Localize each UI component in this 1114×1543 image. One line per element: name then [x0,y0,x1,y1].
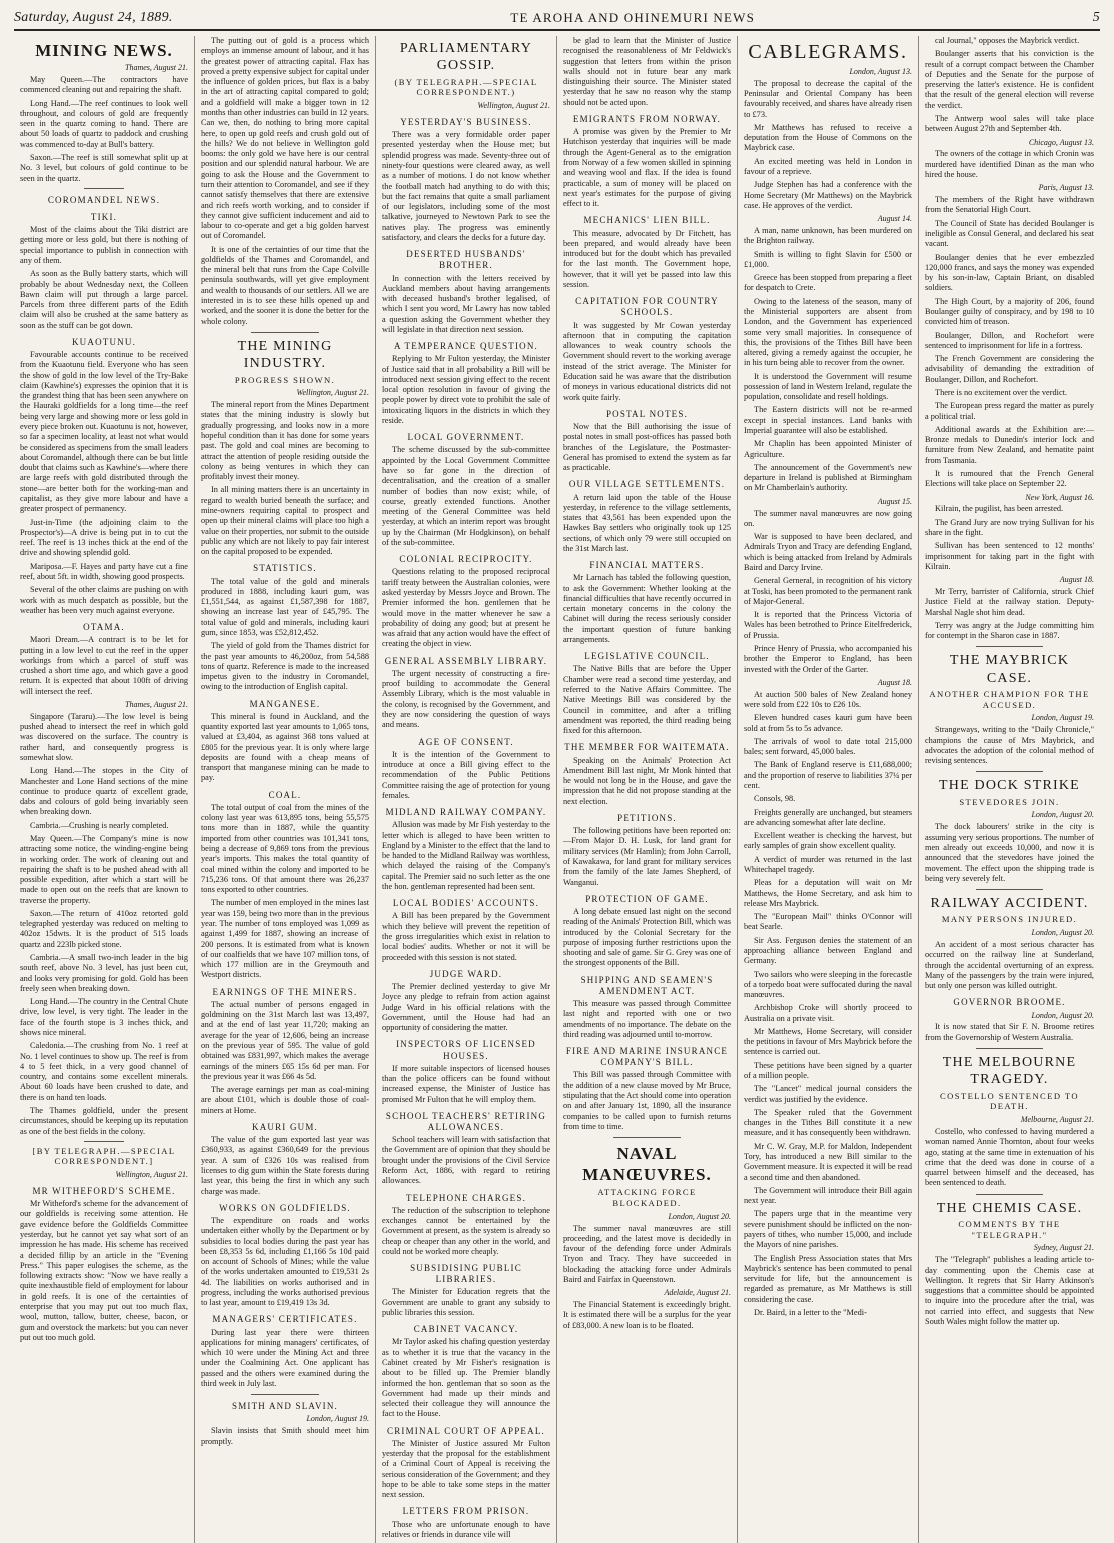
section-heading: CABINET VACANCY. [413,1324,519,1335]
paragraph: Questions relating to the proposed reciprocal tariff treaty between the Australian colonies, were asked yesterday by Messrs Joyce and Brown. The Premier informed the hon. gentlemen that he would move in the matter whenever he saw a probability of doing any good; but at present he was afraid that any action would have the effect of creating the object in view. [382,567,550,649]
section-heading: AGE OF CONSENT. [418,736,514,747]
divider [613,1137,680,1138]
column-1 [14,36,195,1543]
paragraph: Now that the Bill authorising the issue of postal notes in small post-offices has passed both branches of the Legislature, the Postmaster-General has promised to extend the system as far as practicable. [563,421,731,473]
paragraph: The Speaker ruled that the Government changes in the Tithes Bill constitute it a new measure, and it has consequently been withdrawn. [744,1107,912,1138]
paragraph: The dock labourers' strike in the city is assuming very serious proportions. The number of men already out exceeds 10,000, and now it is announced that the stevedores have joined the movement. The effect upon the shipping trade is being very severely felt. [925,822,1094,883]
byline: (BY TELEGRAPH.—SPECIAL CORRESPONDENT.) [394,76,538,98]
section-heading: SMITH AND SLAVIN. [232,1401,338,1412]
section-subtitle: MANY PERSONS INJURED. [941,914,1078,925]
section-heading: THE MEMBER FOR WAITEMATA. [564,742,730,753]
masthead [14,4,1100,30]
paragraph: An excited meeting was held in London in favour of a reprieve. [744,156,912,176]
paragraph: The reduction of the subscription to telephone exchanges cannot be entertained by the Government at present, as the system is already so cheap or cheaper than any other in the world, and could not be worked more cheaply. [382,1205,550,1256]
paragraph: Long Hand.—The stopes in the City of Manchester and Lone Hand sections of the mine continue to produce quartz of excellent grade, dabs and colours of gold being invariably seen when breaking down. [20,766,188,817]
paragraph: Strangeways, writing to the "Daily Chronicle," champions the cause of Mrs Maybrick, and advocates the adoption of the colonial method of revising sentences. [925,725,1094,766]
paragraph: Pleas for a deputation will wait on Mr Matthews, the Home Secretary, and ask him to release Mrs Maybrick. [744,878,912,908]
masthead-rule [14,30,1100,31]
paragraph: Eleven hundred cases kauri gum have been sold at from 5s to 5s advance. [744,713,912,733]
divider [251,332,318,333]
dateline: London, August 20. [1031,928,1094,938]
paragraph: The total output of coal from the mines of the colony last year was 613,895 tons, being 55,575 tons more than in 1887, while the quantity imported from other countries was 101,341 tons, being a decrease of 9,869 tons from the previous year's imports. This makes the total quantity of coal mined within the colony and imported to be 715,236 tons. Of that amount there was 26,237 tons exported to other countries. [201,802,369,895]
byline: [BY TELEGRAPH.—SPECIAL CORRESPONDENT.] [32,1145,176,1167]
section-heading: COLONIAL RECIPROCITY. [399,554,533,565]
section-heading: WORKS ON GOLDFIELDS. [219,1202,351,1213]
section-heading: GOVERNOR BROOME. [953,997,1066,1008]
paragraph: The summer naval manœuvres are now going on. [744,508,912,528]
paragraph: The "European Mail" thinks O'Connor will beat Searle. [744,912,912,932]
paragraph: This measure was passed through Committee last night and reported with one or two amendments of no importance. The debate on the third reading was adjourned until to-morrow. [563,999,731,1039]
section-heading: A TEMPERANCE QUESTION. [394,341,538,352]
divider [976,1048,1044,1049]
paragraph: Boulanger asserts that his conviction is the result of a corrupt compact between the Chamber of Deputies and the Senate for the purpose of preserving the latter's existence. He is confident that the result of the general election will reverse the verdict. [925,49,1094,110]
dateline: Wellington, August 21. [477,101,550,111]
divider [976,1194,1044,1195]
paragraph: The Antwerp wool sales will take place between August 27th and September 4th. [925,113,1094,134]
paragraph: The English Press Association states that Mrs Maybrick's sentence has been commuted to penal servitude for life, but the announcement is regarded as premature, as Mr Matthews is still considering the case. [744,1253,912,1304]
paragraph: The French Government are considering the advisability of demanding the extradition of Boulanger, Dillon, and Rochefort. [925,354,1094,384]
column-3 [376,36,557,1543]
paragraph: The total value of the gold and minerals produced in 1888, including kauri gum, was £1,551,544, as against £1,587,398 for 1887, showing an increase last year of £45,795. The total value of gold and minerals, including kauri gum, since 1853, was £52,812,452. [201,576,369,637]
paragraph: During last year there were thirteen applications for mining managers' certificates, of which 10 were under the Mining Act and three under the Coalmining Act. One applicant has passed and the others were examined during the third week in July last. [201,1327,369,1389]
section-heading: MIDLAND RAILWAY COMPANY. [385,807,547,818]
paragraph: The Thames goldfield, under the present circumstances, should be keeping up its reputation as one of the best fields in the colony. [20,1105,188,1136]
section-title: THE MINING INDUSTRY. [237,338,333,372]
paragraph: A Bill has been prepared by the Government which they believe will prevent the repetition of the gross irregularities which exist in relation to local bodies' audits. Whether or not it will be proceeded with this session is not stated. [382,911,550,962]
dateline: Adelaide, August 21. [664,1288,731,1298]
divider [84,1141,124,1142]
dateline: August 18. [877,677,912,687]
section-heading: JUDGE WARD. [429,968,503,979]
section-title: RAILWAY ACCIDENT. [930,896,1089,912]
paragraph: The Minister for Education regrets that the Government are unable to grant any subsidy to public libraries this session. [382,1287,550,1317]
section-heading: TIKI. [90,211,118,222]
paragraph: The arrivals of wool to date total 215,000 bales; sent forward, 45,000 bales. [744,736,912,757]
paragraph: Excellent weather is checking the harvest, but early samples of grain show excellent quality. [744,831,912,851]
section-heading: STATISTICS. [253,563,317,574]
paragraph: Sir Ass. Ferguson denies the statement of an approaching alliance between England and Germany. [744,935,912,966]
section-heading: EARNINGS OF THE MINERS. [212,986,358,997]
dateline: August 18. [1059,575,1094,585]
paragraph: The European press regard the matter as purely a political trial. [925,401,1094,421]
paragraph: Long Hand.—The reef continues to look well throughout, and colours of gold are frequently seen in the quartz coming to hand. There are about 50 loads of quartz to paddock and crushing was commenced to-day at Bull's battery. [20,98,188,149]
paragraph: Most of the claims about the Tiki district are getting more or less gold, but there is nothing of special importance to publish in connection with any of them. [20,225,188,265]
paragraph: May Queen.—The contractors have commenced cleaning out and repairing the shaft. [20,74,188,95]
paragraph: The Premier declined yesterday to give Mr Joyce any pledge to refrain from action against Judge Ward in his official relations with the Government, until the House had had an opportunity of considering the matter. [382,981,550,1033]
paragraph: Greece has been stopped from preparing a fleet for despatch to Crete. [744,273,912,293]
paragraph: Mr Taylor asked his chafing question yesterday as to whether it is true that the vacancy in the Cabinet created by Mr Fisher's resignation is about to be filled up. The Premier blandly informed the hon. gentleman that so soon as the Government had made up their minds and selected their colleague they will announce the fact to the House. [382,1337,550,1419]
section-title: THE CHEMIS CASE. [936,1200,1083,1216]
paragraph: There is no excitement over the verdict. [935,387,1068,397]
dateline: London, August 20. [668,1211,731,1221]
section-subtitle: ANOTHER CHAMPION FOR THE ACCUSED. [929,689,1090,710]
paragraph: It is reported that the Princess Victoria of Wales has been betrothed to Prince Eitelfrederick, of Prussia. [744,610,912,640]
paragraph: Singapore (Tararu).—The low level is being pushed ahead to intersect the reef in which gold was discovered on the surface. The country is rather hard, and consequently progress is somewhat slow. [20,711,188,762]
paragraph: A return laid upon the table of the House yesterday, in reference to the village settlements, states that 43,561 has been expended upon the Hawkes Bay settlers who originally took up 125 sections, of which only 79 were still occupied on the 31st March last. [563,492,731,553]
paragraph: Caledonia.—The crushing from No. 1 reef at No. 1 level continues to show up. The reef is from 4 to 5 feet thick, in a very good channel of country, and contains some excellent minerals. About 60 loads have been crushed to date, and there is on hand ten loads. [20,1041,188,1102]
paragraph: The "Lancet" medical journal considers the verdict was justified by the evidence. [744,1084,912,1104]
divider [976,771,1044,772]
paragraph: The value of the gum exported last year was £360,933, as against £360,649 for the previous year. A sum of £326 10s was realised from licenses to dig gum within the State forests during last year, this being the first in which any such charge was made. [201,1135,369,1196]
paragraph: Mr Chaplin has been appointed Minister of Agriculture. [744,439,912,459]
paragraph: An accident of a most serious character has occurred on the railway line at Sunderland, through the accidental overturning of an express. Many of the passengers by the train were injured, but only one person was killed outright. [925,940,1094,991]
dateline: Thames, August 21. [125,63,188,73]
paragraph: Mariposa.—F. Hayes and party have cut a fine reef, about 5ft. in width, showing good prospects. [20,561,188,581]
section-heading: LEGISLATIVE COUNCIL. [584,651,710,662]
paragraph: General Gerneral, in recognition of his victory at Toski, has been promoted to the permanent rank of Major-General. [744,576,912,606]
section-heading: OUR VILLAGE SETTLEMENTS. [568,479,726,490]
paper-name: TE AROHA AND OHINEMURI NEWS [510,10,756,25]
section-heading: LETTERS FROM PRISON. [402,1506,530,1517]
paragraph: Archbishop Croke will shortly proceed to Australia on a private visit. [744,1003,912,1023]
section-heading: FINANCIAL MATTERS. [589,560,705,571]
paragraph: Mr Matthews, Home Secretary, will consider the petitions in favour of Mrs Maybrick before the sentence is carried out. [744,1026,912,1057]
dateline: Chicago, August 13. [1028,137,1094,147]
divider [976,646,1044,647]
dateline: London, August 13. [849,66,912,76]
section-heading: INSPECTORS OF LICENSED HOUSES. [396,1039,536,1061]
paragraph: Several of the other claims are pushing on with work with as much despatch as possible, but the weather has been very much against everyone. [20,585,188,615]
paragraph: Maori Dream.—A contract is to be let for putting in a low level to cut the reef in the upper workings from which a parcel of stuff was crushed a short time ago, and which gave a good return. It is expected that about 100ft of driving will intersect the reef. [20,635,188,696]
paragraph: The proposal to decrease the capital of the Peninsular and Oriental Company has been favourably received, and shares have already risen to £73. [744,78,912,119]
paragraph: The members of the Right have withdrawn from the Senatorial High Court. [925,195,1094,215]
section-subtitle: COMMENTS BY THE "TELEGRAPH." [958,1219,1061,1240]
paragraph: Saxon.—The reef is still somewhat split up at No. 3 level, but colours of gold continue to be seen in the quartz. [20,152,188,183]
dateline: London, August 19. [306,1414,369,1424]
paragraph: Freights generally are unchanged, but steamers are advancing somewhat after late decline. [744,807,912,827]
dateline: Melbourne, August 21. [1020,1115,1094,1125]
paragraph: Boulanger denies that he ever embezzled 120,000 francs, and says the money was expended by his son-in-law, Captain Briant, on disabled soldiers. [925,252,1094,293]
paragraph: The following petitions have been reported on:—From Major D. H. Lusk, for land grant for military services (Mr Hamlin); from John Carroll, of Kawakawa, for land grant for military services from the family of the late James Shepherd, of Wanganui. [563,826,731,887]
paragraph: The Government will introduce their Bill again next year. [744,1185,912,1206]
paragraph: The number of men employed in the mines last year was 159, being two more than in the previous year. The number of tons employed was 1,099 as against 1,499 for 1887, showing an increase of 200 persons. It is estimated from what is known of our coalfields that we have 107 million tons, of which 177 million are in the Greymouth and Westport districts. [201,898,369,980]
section-title: THE MAYBRICK CASE. [949,653,1070,686]
paragraph: The Bank of England reserve is £11,688,000; and the proportion of reserve to liabilities 37¼ per cent. [744,760,912,791]
dateline: August 15. [877,496,912,506]
section-heading: COAL. [268,789,302,800]
column-4 [557,36,738,1543]
paragraph: At auction 500 bales of New Zealand honey were sold from £22 10s to £26 10s. [744,689,912,710]
dateline: New York, August 16. [1025,492,1094,502]
paragraph: It was suggested by Mr Cowan yesterday afternoon that in computing the capitation allowances to weak country schools the Government should revert to the working average instead of the strict average. The Minister for Education said he was aware that the distribution of moneys in various educational districts did not work quite fairly. [563,320,731,402]
paragraph: A verdict of murder was returned in the last Whitechapel tragedy. [744,854,912,874]
dateline: Paris, August 13. [1038,183,1094,193]
paragraph: Sullivan has been sentenced to 12 months' imprisonment for taking part in the fight with Kilrain. [925,541,1094,571]
section-heading: LOCAL GOVERNMENT. [407,432,525,443]
issue-date: Saturday, August 24, 1889. [14,10,173,25]
paragraph: Prince Henry of Prussia, who accompanied his brother the Emperor to England, has been invested with the Order of the Garter. [744,644,912,674]
paragraph: A promise was given by the Premier to Mr Hutchison yesterday that inquiries will be made through the Agent-General as to the emigration from Norway of a few women skilled in spinning and weaving wool and flax. If the idea is found practicable, a sum of money will be placed on next year's estimates for the purpose of giving effect to it. [563,127,731,209]
paragraph: The Financial Statement is exceedingly bright. It is estimated there will be a surplus for the year of £83,000. A new loan is to be floated. [563,1300,731,1330]
paragraph: Just-in-Time (the adjoining claim to the Prospector's)—A drive is being put in to cut the reef. The reef is 13 inches thick at the end of the drive and showing splendid gold. [20,517,188,558]
section-heading: CAPITATION FOR COUNTRY SCHOOLS. [575,296,719,318]
section-heading: EMIGRANTS FROM NORWAY. [572,113,722,124]
section-heading: DESERTED HUSBANDS' BROTHER. [406,249,526,271]
paragraph: These petitions have been signed by a quarter of a million people. [744,1060,912,1081]
paragraph: Kilrain, the pugilist, has been arrested. [935,504,1064,514]
paragraph: The summer naval manœuvres are still proceeding, and the latest move is decidedly in favour of the defending force under Admirals Tryon and Tracy. They have succeeded in blockading the attacking force under Admirals Baird and Fairfax in Queenstown. [563,1223,731,1284]
section-heading: MANGANESE. [249,698,321,709]
paragraph: It is one of the certainties of our time that the goldfields of the Thames and Coromandel, and the mineral belt that runs from the Cape Colville peninsula southwards, will yet give employment and wealth to thousands of our settlers. All we are interested in is to see these hills opened up and worked, and the sooner it is done the better for the whole colony. [201,244,369,326]
paragraph: It is understood the Government will resume possession of land in Western Ireland, regulate the population, consolidate and resell holdings. [744,371,912,402]
dateline: Wellington, August 21. [115,1170,188,1180]
paragraph: Mr Witheford's scheme for the advancement of our goldfields is receiving some attention. He gave evidence before the Goldfields Committee yesterday, but he cannot yet say what sort of an impression he has made. His scheme has received a decided fillip by an article in the "Evening Press." This paper eulogises the scheme, as the following extracts show: "Now we have really a quite inexhaustible field of employment for labour in gold reefs. It is one of the certainties of enterprise that you may put out too much flax, wool, mutton, tallow, butter, cheese, bacon, or gum and overstock the markets: but you can never put out too much gold. [20,1199,188,1342]
section-heading: SUBSIDISING PUBLIC LIBRARIES. [410,1263,522,1285]
paragraph: Boulanger, Dillon, and Rochefort were sentenced to imprisonment for life in a fortress. [925,330,1094,350]
paragraph: The expenditure on roads and works undertaken either wholly by the Department or by subsidies to local bodies during the past year has been £8,353 5s 6d, including £1,166 5s 10d paid on account of Schools of Mines; while the value of the works undertaken amounted to £19,531 2s 4d. The liabilities on works authorised and in progress, including the works authorised previous to last year, amount to £19,419 13s 3d. [201,1215,369,1308]
section-heading: SHIPPING AND SEAMEN'S AMENDMENT ACT. [580,974,714,996]
paragraph: It is rumoured that the French General Elections will take place on September 22. [925,468,1094,489]
paragraph: Judge Stephen has had a conference with the Home Secretary (Mr Matthews) on the Maybrick case. He approves of the verdict. [744,180,912,210]
paragraph: This Bill was passed through Committee with the addition of a new clause moved by Mr Bruce, stipulating that the Act should come into operation on and after January 1st, 1890, all the insurance companies to be called upon to furnish returns from time to time. [563,1070,731,1131]
dateline: London, August 20. [1031,1010,1094,1020]
paragraph: A long debate ensued last night on the second reading of the Animals' Protection Bill, which was introduced by the Colonial Secretary for the purpose of imposing further restrictions upon the shooting and sale of game. Sir G. Grey was one of the strongest opponents of the Bill. [563,907,731,968]
paragraph: The actual number of persons engaged in goldmining on the 31st March last was 13,497, and at the end of last year 11,720; making an average for the year of 12,606, being an increase on the previous year of 595. The value of gold obtained was £831,997, which makes the average earnings of the miners £65 15s 6d per man. For the previous year it was £66 4s 5d. [201,999,369,1081]
paragraph: School teachers will learn with satisfaction that the Government are of opinion that they should be brought under the provisions of the Civil Service Reform Act, 1886, with regard to retiring allowances. [382,1135,550,1186]
section-heading: OTAMA. [83,622,125,633]
paragraph: May Queen.—The Company's mine is now attracting some notice, the winding-engine being in working order. The work of cleaning out and repairing the shaft is to be pushed ahead with all possible expedition, after which a start will be made to open out on the reefs that are known to traverse the property. [20,833,188,905]
section-heading: CRIMINAL COURT OF APPEAL. [387,1425,545,1436]
page-number: 5 [1092,10,1100,25]
paragraph: Mr Larnach has tabled the following question, to ask the Government: Whether looking at the financial difficulties that have recently occurred in certain monetary concerns in the colony the Cabinet will during the recess seriously consider the important question of future banking arrangements. [563,573,731,645]
paragraph: Those who are unfortunate enough to have relatives or friends in durance vile will [382,1519,550,1539]
section-title: THE MELBOURNE TRAGEDY. [942,1055,1077,1088]
divider [251,1394,318,1395]
section-title: CABLEGRAMS. [748,41,908,63]
divider [976,889,1044,890]
paragraph: The mineral report from the Mines Department states that the mining industry is slowly but gradually progressing, and looks now in a more hopeful condition than it has done for some years past. The gold and coal mines are becoming to attract the attention of people residing outside the colony as being ventures in which they can profitably invest their money. [201,400,369,482]
section-heading: PETITIONS. [617,813,677,823]
paragraph: Owing to the lateness of the season, many of the Ministerial supporters are absent from London, and the Government has experienced some very small majorities. In consequence of this, the provisions of the Tithes Bill have been altered, giving a remedy against the occupier, he in his turn being able to recover from the owner. [744,296,912,368]
paragraph: The Native Bills that are before the Upper Chamber were read a second time yesterday, and referred to the Native Affairs Committee. The Native Meetings Bill was considered by the Council in committee, and after a trifling amendment was reported, the third reading being fixed for this afternoon. [563,664,731,736]
paragraph: Two sailors who were sleeping in the forecastle of a torpedo boat were suffocated during the naval manœuvres. [744,969,912,1000]
paragraph: In all mining matters there is an uncertainty in regard to wealth buried beneath the surface; and mine-owners requiring capital to prospect and open up their mineral claims will place too high a value on their properties, nor submit to the outside public any which are not likely to pay fair interest on the capital proposed to be expended. [201,485,369,557]
dateline: London, August 20. [1031,810,1094,820]
paragraph: This mineral is found in Auckland, and the quantity exported last year amounts to 1,065 tons, valued at £3,404, as against 368 tons valued at £805 for the previous year. It is only where large deposits are found with a cheap means of transport that manganese mining can be made to pay. [201,711,369,783]
column-2 [195,36,376,1543]
dateline: Sydney, August 21. [1033,1243,1094,1253]
section-heading: YESTERDAY'S BUSINESS. [400,116,532,127]
section-title: THE DOCK STRIKE [939,778,1080,794]
divider [84,188,124,189]
paragraph: It is now stated that Sir F. N. Broome retires from the Governorship of Western Australia. [925,1022,1094,1042]
paragraph: The Council of State has decided Boulanger is ineligible as Consul General, and declared his seat vacant. [925,218,1094,249]
dateline: Wellington, August 21. [296,388,369,398]
paragraph: If more suitable inspectors of licensed houses than the police officers can be found without increased expense, the Minister of Justice has promised Mr Fulton that he will employ them. [382,1063,550,1104]
section-heading: LOCAL BODIES' ACCOUNTS. [392,898,540,909]
paragraph: Favourable accounts continue to be received from the Kuaotunu field. Everyone who has seen the show of gold in the low level of the Try-Bake claim (Kawhine's) expresses the opinion that it is the grandest thing that has been seen anywhere on the Hauraki goldfields for a long time—the reef being very large and showing more or less gold in every piece broken out. Kuaotunu is not, however, so far a specimen locality, at least not what would be considered as specimens from the small leaders about Coromandel, although there can be but little doubt that claims such as Kawhine's—where there are large reefs with gold distributed through the stone—are better both for the working-man and capitalist, as they give more labour and have a greater prospect of permanency. [20,350,188,514]
paragraph: Dr. Baird, in a letter to the "Medi- [754,1307,867,1317]
section-heading: TELEPHONE CHARGES. [405,1192,527,1203]
paragraph: Allusion was made by Mr Fish yesterday to the letter which is alleged to have been written to England by a Minister to the effect that the land to be handed to the Midland Railway was worthless, which delayed the raising of the Company's capital. The Premier said no such letter as the one the hon. gentleman represented had been sent. [382,820,550,891]
paragraph: Additional awards at the Exhibition are:—Bronze medals to Dunedin's interior lock and furniture from New Zealand, and hematite paint from Tasmania. [925,424,1094,465]
section-heading: MR WITHEFORD'S SCHEME. [32,1186,176,1197]
section-heading: MECHANICS' LIEN BILL. [583,215,711,226]
paragraph: In connection with the letters received by Auckland members about having arrangements with deceased husband's brother legalised, of which I sent you word, Mr Lawry has now tabled a question asking the Government whether they will legislate in that direction next session. [382,273,550,334]
paragraph: Speaking on the Animals' Protection Act Amendment Bill last night, Mr Monk hinted that he would not long be in the House, and gave the impression that he did not propose standing at the next election. [563,755,731,806]
dateline: Thames, August 21. [125,699,188,709]
paragraph: Costello, who confessed to having murdered a woman named Annie Thornton, about four weeks ago, stating at the same time in extenuation of his crime that the deed was done in course of a quarrel between himself and the deceased, has been sentenced to death. [925,1126,1094,1188]
section-heading: KUAOTUNU. [71,336,137,347]
section-subtitle: ATTACKING FORCE BLOCKADED. [597,1187,697,1208]
paragraph: The "Telegraph" publishes a leading article to-day commenting upon the Chemis case at Wellington. It regrets that Sir Harry Atkinson's suggestions that a committee should be appointed to inquire into the procedure after the trial, was not carried into effect, and suggests that New South Wales might follow the matter up. [925,1255,1094,1326]
paragraph: be glad to learn that the Minister of Justice recognised the reasonableness of Mr Feldwick's suggestion that letters from within the prison walls should not in future bear any mark distinguishing their source. The Minister stated yesterday that he saw no reason why the stamp should not be acted upon. [563,36,731,107]
dateline: August 14. [877,214,912,224]
paragraph: The yield of gold from the Thames district for the past year amounts to 46,200oz, from 54,588 tons of quartz. Reference is made to the increased impetus given to the industry in Coromandel, owing to the introduction of English capital. [201,641,369,692]
paragraph: A man, name unknown, has been murdered on the Brighton railway. [744,225,912,246]
section-subtitle: STEVEDORES JOIN. [959,796,1060,807]
paragraph: The High Court, by a majority of 206, found Boulanger guilty of conspiracy, and by 198 to 10 convicted him of treason. [925,296,1094,327]
section-heading: FIRE AND MARINE INSURANCE COMPANY'S BILL. [565,1046,729,1068]
paragraph: The average earnings per man as coal-mining are about £101, which is double those of coal-miners at Home. [201,1085,369,1115]
paragraph: Long Hand.—The country in the Central Chute drive, low level, is very tight. The leader in the face of the fourth stope is 3 inches thick, and shows nice mineral. [20,997,188,1038]
paragraph: Slavin insists that Smith should meet him promptly. [201,1426,369,1446]
paragraph: Consols, 98. [754,794,796,804]
section-heading: KAURI GUM. [252,1121,318,1132]
dateline: London, August 19. [1031,713,1094,723]
paragraph: War is supposed to have been declared, and Admirals Tryon and Tracy are defending England, which is being attacked from Ireland by Admirals Baird and Darcy Irvine. [744,532,912,573]
section-heading: COROMANDEL NEWS. [47,194,161,205]
section-heading: POSTAL NOTES. [605,408,689,419]
paragraph: The owners of the cottage in which Cronin was murdered have identified Dinan as the man who hired the house. [925,149,1094,179]
paragraph: Cambria.—Crushing is nearly completed. [30,820,169,830]
paragraph: It is the intention of the Government to introduce at once a Bill giving effect to the recommendation of the Public Petitions Committee raising the age of protection for young females. [382,749,550,800]
paragraph: Mr Matthews has refused to receive a deputation from the House of Commons on the Maybrick case. [744,122,912,153]
column-5 [738,36,919,1543]
section-heading: GENERAL ASSEMBLY LIBRARY. [384,655,548,666]
paragraph: cal Journal," opposes the Maybrick verdict. [935,36,1080,45]
paragraph: The putting out of gold is a process which employs an immense amount of labour, and it has the greatest power of attracting capital. Flax has proved a pretty expensive subject for capital under the influence of golden prices, but flax is a baby in the art of attracting capital compared to gold; and a goldfield will make a bigger town in 12 months than other industries can build in 12 years. Can we, then, do nothing to bring more capital here, to open up gold reefs and crush gold out of the hills? We do not believe in Wellington gold booms: the only gold we have here is our central position and our splendid natural harbour. We are going to ask the House and the Government to turn their attention to Coromandel, and see if they cannot satisfy themselves that there are extensive and rich reefs worth working, and to consider if they cannot give sufficient inducement and aid to labour to co-operate and get a big golden harvest out of Coromandel. [201,36,369,241]
paragraph: The urgent necessity of constructing a fire-proof building to accommodate the General Assembly Library, which is the most valuable in the colony, is recognised by the Government, and they are now considering the question of ways and means. [382,668,550,730]
paragraph: The Minister of Justice assured Mr Fulton yesterday that the proposal for the establishment of a Criminal Court of Appeal is receiving the serious consideration of the Government; and they hope to be able to take some steps in the matter next session. [382,1438,550,1500]
paragraph: Mr Terry, barrister of California, struck Chief Justice Field at the railway station. Deputy-Marshal Nagle shot him dead. [925,587,1094,617]
paragraph: Smith is willing to fight Slavin for £500 or £1,000. [744,249,912,269]
paragraph: Saxon.—The return of 410oz retorted gold telegraphed yesterday was reduced on melting to 402oz 15dwts. It is the product of 515 loads quartz and 223lb picked stone. [20,908,188,949]
section-title: NAVAL MANŒUVRES. [582,1144,712,1185]
column-6 [919,36,1100,1543]
section-subtitle: PROGRESS SHOWN. [234,374,336,385]
paragraph: As soon as the Bully battery starts, which will probably be about Wednesday next, the Colleen Bawn claim will put through a large parcel. Parcels from three different parts of the Edith claim will also be crushed at the same battery as soon as the stuff can be got down. [20,269,188,330]
section-heading: SCHOOL TEACHERS' RETIRING ALLOWANCES. [385,1110,547,1132]
paragraph: This measure, advocated by Dr Fitchett, has been prepared, and would already have been introduced but for the doubt which has prevailed for the last month. The Government hope, however, that it will yet be passed into law this session. [563,228,731,289]
section-heading: MANAGERS' CERTIFICATES. [212,1314,358,1325]
section-heading: PROTECTION OF GAME. [585,893,709,904]
section-title: PARLIAMENTARY GOSSIP. [399,41,533,74]
paragraph: The scheme discussed by the sub-committee appointed by the Local Government Committee have so far gone in the direction of decentralisation, and the creation of a smaller number of bodies than now exist; while, of course, greatly extended functions. Another meeting of the General Committee was held yesterday, at which an interim report was brought up by the Chairman (Mr Hodgkinson), on behalf of the sub-committee. [382,445,550,547]
paragraph: Mr C. W. Gray, M.P. for Maldon, Independent Tory, has introduced a new Bill similar to the Government measure. It is expected it will be read a second time and then abandoned. [744,1141,912,1182]
paragraph: There was a very formidable order paper presented yesterday when the House met; but splendid progress was made. Seventy-three out of ninety-four questions were cleared away, as well as a number of motions. I do not know whether the football match had anything to do with this; but the fact remains that quite a small parliament of our legislators, including some of the most talkative, journeyed to Newtown Park to see the natives play. The progress was eminently satisfactory, and clears the decks for a future day. [382,130,550,242]
paragraph: The Grand Jury are now trying Sullivan for his share in the fight. [925,517,1094,537]
paragraph: Cambria.—A small two-inch leader in the big south reef, above No. 3 level, has just been cut, and looks very promising for gold. Gold has been freely seen when breaking down. [20,953,188,993]
paragraph: The announcement of the Government's new departure in Ireland is published at Birmingham on Mr Chamberlain's authority. [744,462,912,493]
page-columns [14,36,1100,1539]
section-subtitle: COSTELLO SENTENCED TO DEATH. [940,1090,1079,1112]
section-title: MINING NEWS. [35,41,173,60]
paragraph: Replying to Mr Fulton yesterday, the Minister of Justice said that in all probability a Bill will be introduced next session giving effect to the recent local option resolution in favour of giving the people power by direct vote to prohibit the sale of intoxicating liquors in the districts in which they reside. [382,354,550,426]
paragraph: The papers urge that in the meantime very severe punishment should be inflicted on the non-payers of tithes, who number 15,000, and include the Mayors of nine parishes. [744,1209,912,1250]
paragraph: Terry was angry at the Judge committing him for contempt in the Sharon case in 1887. [925,620,1094,641]
paragraph: The Eastern districts will not be re-armed except in special instances. Land banks with Imperial guarantee will also be established. [744,405,912,436]
